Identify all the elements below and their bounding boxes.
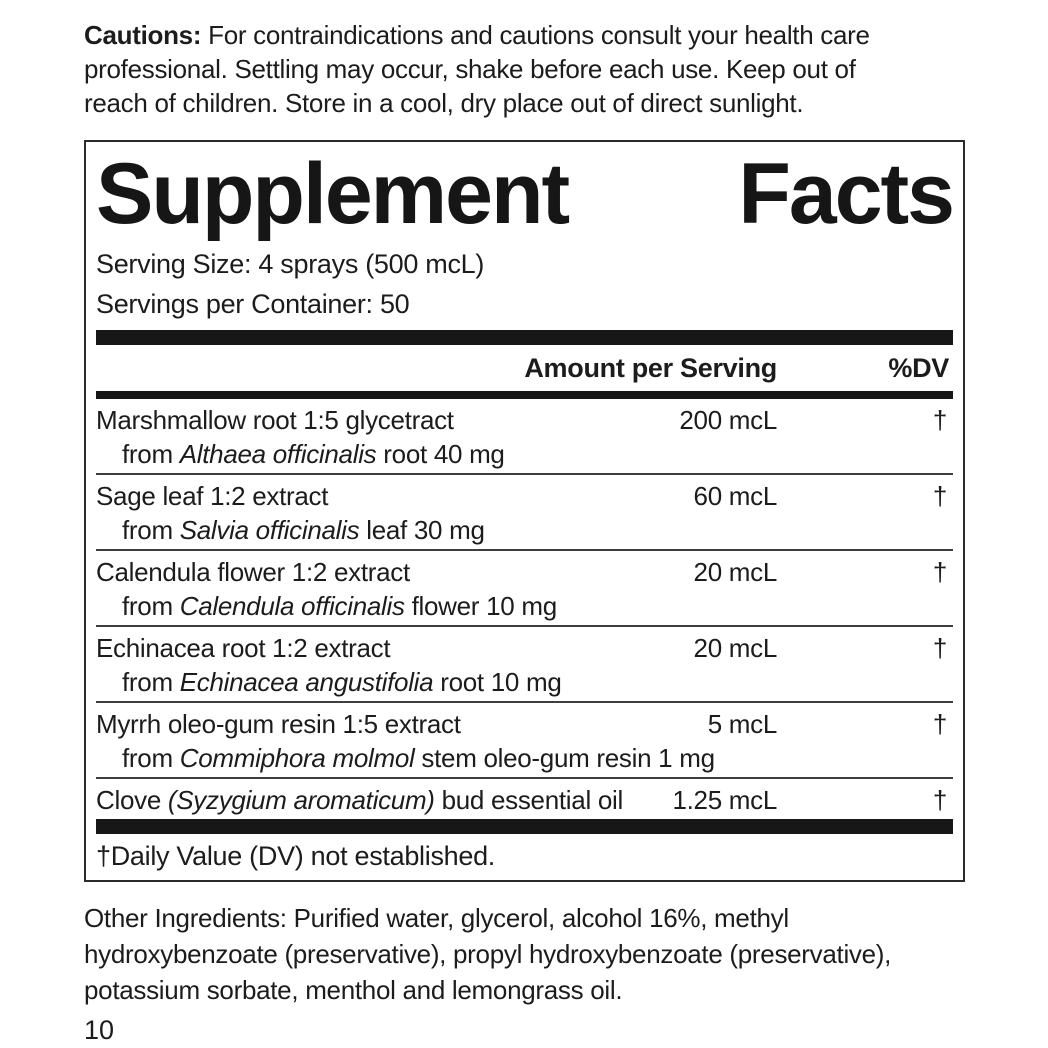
other-ingredients-paragraph [84, 900, 965, 1008]
species-name: Commiphora molmol [179, 743, 415, 773]
ingredient-amount: 1.25 mcL [672, 785, 777, 815]
cautions-text-1: For contraindications and cautions consult your health care [201, 20, 870, 50]
ingredient-amount: 200 mcL [679, 405, 777, 435]
other-ingredients-line-3: potassium sorbate, menthol and lemongrass oil. [84, 975, 623, 1005]
cautions-paragraph [84, 18, 965, 120]
ingredient-name: Sage leaf 1:2 extract [96, 481, 329, 511]
other-ingredients-line-1: Other Ingredients: Purified water, glycerol, alcohol 16%, methyl [84, 903, 789, 933]
table-header [96, 345, 953, 391]
ingredient-source [96, 513, 953, 547]
supplement-facts-panel [84, 140, 965, 882]
ingredient-name: Echinacea root 1:2 extract [96, 633, 391, 663]
table-row-clove [96, 777, 953, 819]
ingredient-amount: 5 mcL [707, 709, 777, 739]
ingredient-dv-dagger: † [932, 785, 947, 815]
divider-bar-header [96, 391, 953, 399]
ingredient-source [96, 741, 953, 775]
ingredient-name: Marshmallow root 1:5 glycetract [96, 405, 454, 435]
ingredient-dv-dagger: † [932, 633, 947, 663]
ingredient-dv-dagger: † [932, 557, 947, 587]
source-suffix: root 40 mg [376, 439, 505, 469]
divider-bar-top [96, 330, 953, 345]
species-name: Salvia officinalis [179, 515, 360, 545]
ingredient-table [96, 399, 953, 819]
species-name: Calendula officinalis [179, 591, 405, 621]
ingredient-name: Calendula flower 1:2 extract [96, 557, 410, 587]
species-name: (Syzygium aromaticum) [167, 785, 435, 815]
species-name: Echinacea angustifolia [179, 667, 434, 697]
dv-footnote: †Daily Value (DV) not established. [96, 841, 496, 871]
serving-size: Serving Size: 4 sprays (500 mcL) [96, 249, 485, 279]
ingredient-source [96, 589, 953, 623]
title-word-supplement: Supplement [96, 146, 569, 242]
ingredient-dv-dagger: † [932, 405, 947, 435]
table-row-marshmallow [96, 399, 953, 473]
name-suffix: bud essential oil [434, 785, 623, 815]
other-ingredients-line-2: hydroxybenzoate (preservative), propyl hydroxybenzoate (preservative), [84, 939, 892, 969]
table-row-calendula [96, 549, 953, 625]
cautions-line-1 [84, 18, 965, 52]
ingredient-source [96, 665, 953, 699]
title-word-facts: Facts [738, 146, 953, 242]
divider-bar-bottom [96, 819, 953, 834]
species-name: Althaea officinalis [179, 439, 377, 469]
source-prefix: from [122, 439, 180, 469]
page-number: 10 [84, 1015, 115, 1045]
cautions-label: Cautions: [84, 20, 202, 50]
ingredient-amount: 60 mcL [693, 481, 777, 511]
source-suffix: root 10 mg [433, 667, 562, 697]
source-suffix: leaf 30 mg [359, 515, 485, 545]
ingredient-name: Myrrh oleo-gum resin 1:5 extract [96, 709, 461, 739]
table-row-sage [96, 473, 953, 549]
source-prefix: from [122, 591, 180, 621]
ingredient-dv-dagger: † [932, 709, 947, 739]
source-prefix: from [122, 743, 180, 773]
source-prefix: from [122, 515, 180, 545]
header-amount-per-serving: Amount per Serving [524, 353, 777, 383]
ingredient-amount: 20 mcL [693, 557, 777, 587]
header-dv: %DV [888, 353, 949, 383]
cautions-line-2: professional. Settling may occur, shake before each use. Keep out of [84, 54, 856, 84]
ingredient-name [96, 783, 953, 817]
source-suffix: stem oleo-gum resin 1 mg [414, 743, 715, 773]
source-suffix: flower 10 mg [404, 591, 557, 621]
table-row-echinacea [96, 625, 953, 701]
ingredient-dv-dagger: † [932, 481, 947, 511]
name-prefix: Clove [96, 785, 168, 815]
servings-per-container: Servings per Container: 50 [96, 289, 410, 319]
ingredient-source [96, 437, 953, 471]
table-row-myrrh [96, 701, 953, 777]
cautions-line-3: reach of children. Store in a cool, dry place out of direct sunlight. [84, 88, 804, 118]
ingredient-amount: 20 mcL [693, 633, 777, 663]
supplement-facts-title [96, 146, 953, 242]
source-prefix: from [122, 667, 180, 697]
